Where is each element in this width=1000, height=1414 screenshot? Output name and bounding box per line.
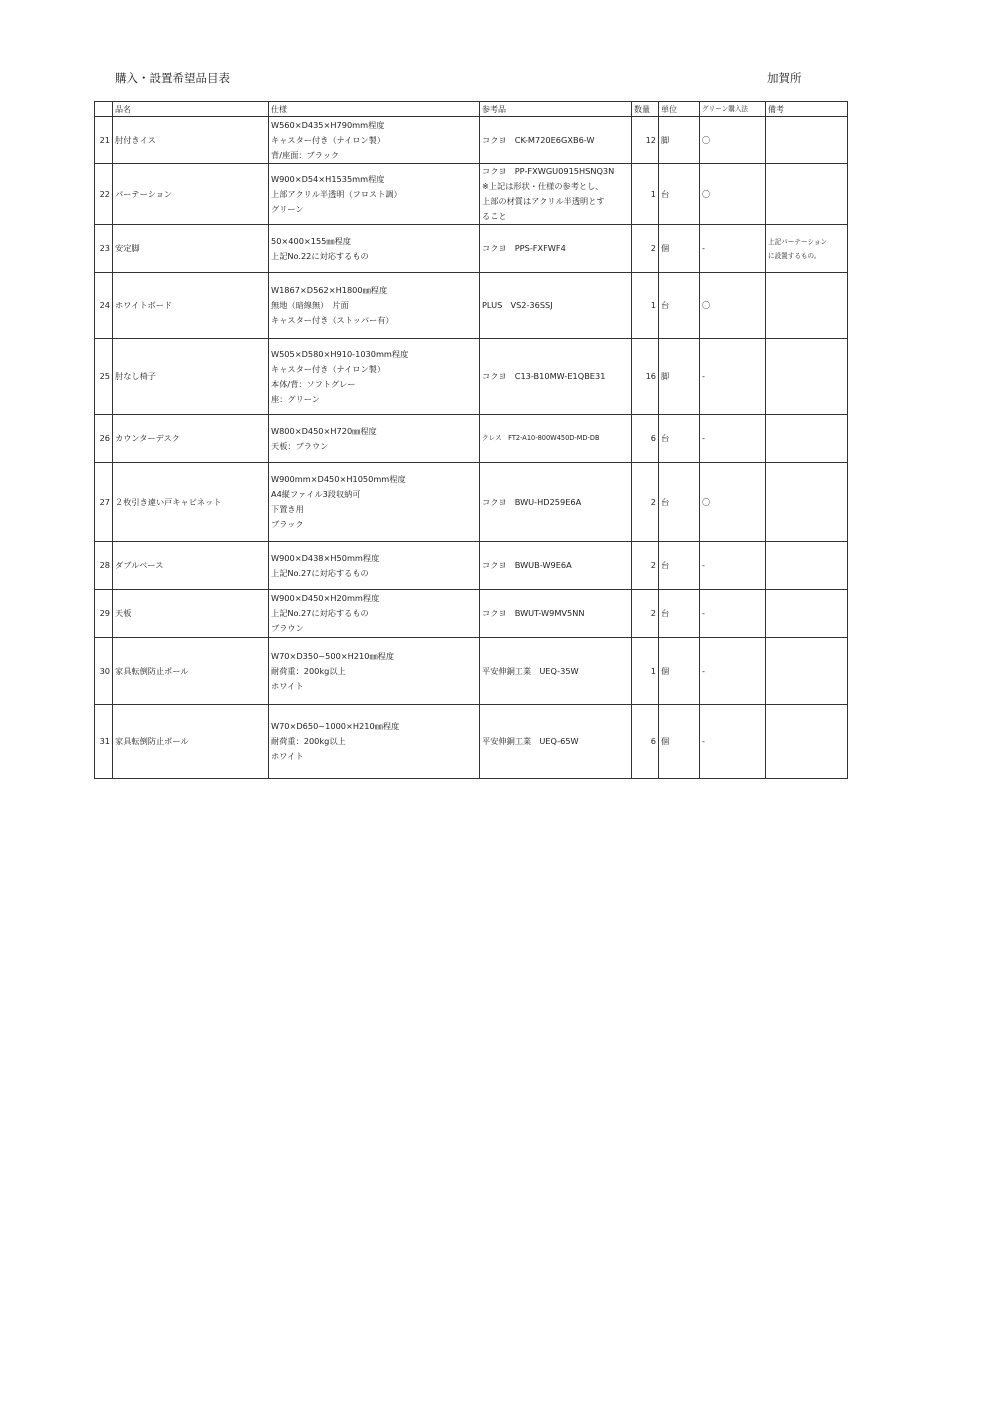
green-purchase-mark: - (700, 590, 766, 638)
table-row (95, 705, 848, 779)
item-unit: 台 (659, 542, 700, 590)
item-name: カウンターデスク (113, 415, 269, 463)
item-name: 天板 (113, 590, 269, 638)
table-row (95, 542, 848, 590)
item-reference-line: 上部の材質はアクリル半透明とす (482, 196, 605, 206)
item-reference-line: コクヨ PPS-FXFWF4 (482, 243, 566, 253)
item-spec-line: W70×D650~1000×H210㎜程度 (271, 721, 400, 731)
table-row (95, 415, 848, 463)
item-name: ２枚引き違い戸キャビネット (113, 463, 269, 542)
item-spec-line: 上記No.27に対応するもの (271, 608, 369, 618)
item-number: 22 (95, 164, 113, 225)
item-name: 家具転倒防止ポール (113, 638, 269, 705)
header-ref: 参考品 (480, 102, 632, 117)
item-quantity: 16 (632, 339, 659, 415)
header-note: 備考 (766, 102, 848, 117)
item-reference-line: コクヨ BWUB-W9E6A (482, 560, 572, 570)
header-spec: 仕様 (269, 102, 480, 117)
item-spec-line: キャスター付き（ストッパー有） (271, 315, 394, 325)
item-spec-line: グリーン (271, 203, 304, 214)
table-row (95, 590, 848, 638)
green-purchase-mark: - (700, 339, 766, 415)
green-purchase-mark: - (700, 542, 766, 590)
item-number: 30 (95, 638, 113, 705)
item-note (766, 705, 848, 779)
green-purchase-mark: - (700, 638, 766, 705)
item-name: ダブルベース (113, 542, 269, 590)
item-unit: 台 (659, 164, 700, 225)
item-note (766, 225, 848, 273)
item-reference (480, 164, 632, 225)
item-reference (480, 415, 632, 463)
item-spec (269, 415, 480, 463)
item-unit: 脚 (659, 339, 700, 415)
page-title: 購入・設置希望品目表 (115, 71, 230, 85)
item-number: 28 (95, 542, 113, 590)
item-spec (269, 117, 480, 164)
item-spec (269, 273, 480, 339)
item-spec-line: W1867×D562×H1800㎜程度 (271, 285, 388, 295)
table-row (95, 225, 848, 273)
item-number: 24 (95, 273, 113, 339)
item-spec (269, 164, 480, 225)
item-reference (480, 542, 632, 590)
green-purchase-mark: 〇 (700, 463, 766, 542)
item-spec-line: 50×400×155㎜程度 (271, 235, 351, 246)
item-quantity: 1 (632, 164, 659, 225)
item-reference (480, 117, 632, 164)
header-green: グリーン購入法 (700, 102, 766, 117)
item-unit: 台 (659, 590, 700, 638)
item-note (766, 415, 848, 463)
item-spec-line: 無地（暗線無） 片面 (271, 300, 349, 310)
green-purchase-mark: - (700, 705, 766, 779)
item-spec (269, 225, 480, 273)
item-reference-line: コクヨ BWU-HD259E6A (482, 496, 582, 507)
item-spec-line: W70×D350~500×H210㎜程度 (271, 650, 395, 661)
item-note (766, 164, 848, 225)
item-quantity: 12 (632, 117, 659, 164)
item-spec-line: キャスター付き（ナイロン製） (271, 363, 386, 374)
item-spec-line: ホワイト (271, 680, 304, 691)
header-unit: 単位 (659, 102, 700, 117)
item-spec-line: W900×D450×H20mm程度 (271, 593, 380, 603)
item-spec (269, 463, 480, 542)
item-unit: 台 (659, 415, 700, 463)
item-spec-line: 天板：ブラウン (271, 440, 329, 451)
item-unit: 台 (659, 273, 700, 339)
green-purchase-mark: - (700, 415, 766, 463)
item-quantity: 6 (632, 705, 659, 779)
table-row (95, 339, 848, 415)
item-note (766, 463, 848, 542)
item-reference (480, 273, 632, 339)
item-unit: 個 (659, 705, 700, 779)
item-number: 29 (95, 590, 113, 638)
item-reference (480, 225, 632, 273)
item-note (766, 273, 848, 339)
item-name: 肘なし椅子 (113, 339, 269, 415)
item-name: ホワイトボード (113, 273, 269, 339)
item-spec-line: ホワイト (271, 751, 304, 761)
item-quantity: 1 (632, 638, 659, 705)
item-name: パーテーション (113, 164, 269, 225)
header-name: 品名 (113, 102, 269, 117)
item-unit: 個 (659, 225, 700, 273)
item-spec-line: 上記No.27に対応するもの (271, 567, 369, 578)
table-row (95, 463, 848, 542)
item-reference-line: 平安伸銅工業 UEQ-65W (482, 736, 579, 746)
item-number: 23 (95, 225, 113, 273)
item-spec-line: 上部アクリル半透明（フロスト調） (271, 188, 402, 199)
item-name: 肘付きイス (113, 117, 269, 164)
item-spec-line: 耐荷重：200kg以上 (271, 665, 346, 676)
item-spec-line: キャスター付き（ナイロン製） (271, 134, 386, 145)
item-spec-line: W505×D580×H910-1030mm程度 (271, 348, 409, 359)
item-number: 31 (95, 705, 113, 779)
green-purchase-mark: - (700, 225, 766, 273)
item-number: 21 (95, 117, 113, 164)
green-purchase-mark: 〇 (700, 117, 766, 164)
item-spec-line: 本体/背：ソフトグレー (271, 378, 356, 389)
item-unit: 脚 (659, 117, 700, 164)
item-reference-line: ※上記は形状・仕様の参考とし、 (482, 181, 604, 191)
item-reference-line: コクヨ PP-FXWGU0915HSNQ3N (482, 166, 615, 176)
item-quantity: 2 (632, 463, 659, 542)
header-no (95, 102, 113, 117)
item-spec-line: A4縦ファイル3段収納可 (271, 489, 361, 499)
item-reference-line: PLUS VS2-36SSJ (482, 300, 553, 310)
item-spec (269, 590, 480, 638)
item-spec-line: W900×D438×H50mm程度 (271, 552, 380, 563)
item-spec-line: 上記No.22に対応するもの (271, 250, 369, 261)
table-header-row (95, 102, 848, 117)
header-qty: 数量 (632, 102, 659, 117)
item-quantity: 2 (632, 225, 659, 273)
green-purchase-mark: 〇 (700, 164, 766, 225)
item-number: 26 (95, 415, 113, 463)
item-spec-line: ブラック (271, 519, 304, 529)
item-spec (269, 542, 480, 590)
table-row (95, 117, 848, 164)
item-note (766, 117, 848, 164)
item-reference (480, 638, 632, 705)
item-spec (269, 705, 480, 779)
item-quantity: 1 (632, 273, 659, 339)
item-spec-line: 耐荷重：200kg以上 (271, 736, 346, 746)
item-name: 家具転倒防止ポール (113, 705, 269, 779)
item-reference (480, 590, 632, 638)
item-reference-line: コクヨ BWUT-W9MV5NN (482, 608, 585, 618)
item-note (766, 542, 848, 590)
green-purchase-mark: 〇 (700, 273, 766, 339)
table-row (95, 273, 848, 339)
item-quantity: 2 (632, 590, 659, 638)
item-unit: 個 (659, 638, 700, 705)
item-reference-line: クレス FT2-A10-800W450D-MD-DB (482, 434, 600, 442)
item-reference-line: コクヨ CK-M720E6GXB6-W (482, 134, 595, 145)
item-reference-line: コクヨ C13-B10MW-E1QBE31 (482, 371, 606, 381)
item-spec-line: W800×D450×H720㎜程度 (271, 425, 377, 436)
table-row (95, 164, 848, 225)
item-reference (480, 463, 632, 542)
office-name: 加賀所 (767, 71, 802, 85)
item-spec (269, 638, 480, 705)
item-spec-line: 背/座面：ブラック (271, 149, 340, 160)
item-spec-line: ブラウン (271, 623, 304, 633)
item-spec-line: W900×D54×H1535mm程度 (271, 173, 385, 184)
item-reference (480, 339, 632, 415)
item-number: 27 (95, 463, 113, 542)
item-quantity: 6 (632, 415, 659, 463)
item-note (766, 638, 848, 705)
item-table (94, 101, 848, 779)
item-reference (480, 705, 632, 779)
item-unit: 台 (659, 463, 700, 542)
item-note (766, 590, 848, 638)
item-spec-line: W900mm×D450×H1050mm程度 (271, 474, 406, 484)
item-quantity: 2 (632, 542, 659, 590)
item-name: 安定脚 (113, 225, 269, 273)
item-note-line: に設置するもの。 (768, 251, 821, 260)
item-spec-line: 下置き用 (271, 504, 304, 514)
item-spec-line: 座：グリーン (271, 393, 320, 404)
table-row (95, 638, 848, 705)
item-number: 25 (95, 339, 113, 415)
item-note (766, 339, 848, 415)
item-spec-line: W560×D435×H790mm程度 (271, 119, 385, 130)
item-reference-line: 平安伸銅工業 UEQ-35W (482, 665, 579, 676)
item-reference-line: ること (482, 211, 507, 221)
item-spec (269, 339, 480, 415)
item-note-line: 上記パーテーション (768, 237, 828, 246)
